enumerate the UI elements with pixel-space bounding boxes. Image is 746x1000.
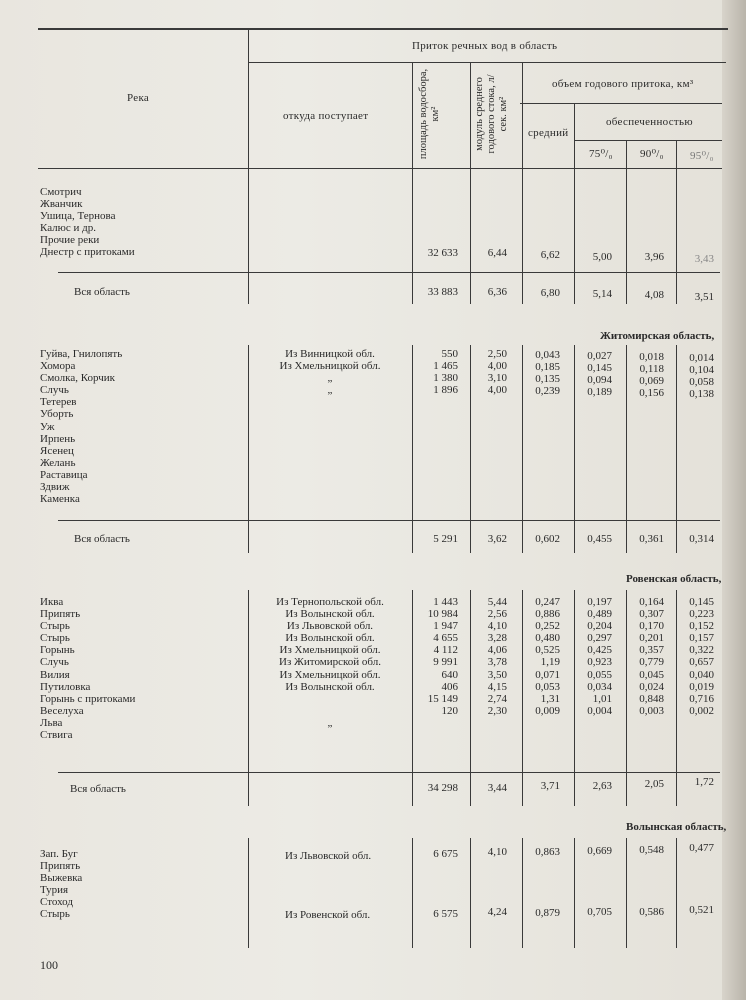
header-p75: 75⁰/₀ — [589, 148, 613, 160]
header-vline-3 — [470, 62, 471, 168]
modulus-cell: 3,28 — [487, 632, 507, 645]
s1-dnestr-p75: 5,00 — [592, 251, 612, 263]
modulus-cell: 5,44 — [487, 596, 507, 608]
header-area: площадь водосбора, км² — [418, 68, 441, 160]
s2-vline-5 — [574, 345, 575, 553]
s1-total-area: 33 883 — [427, 286, 458, 298]
river-name: Здвиж — [40, 481, 70, 494]
source-cell: „ — [327, 716, 333, 729]
modulus-cell: 2,30 — [487, 704, 507, 717]
river-name: Ясенец — [40, 444, 74, 457]
p90-cell: 0,118 — [639, 363, 664, 376]
header-inflow-title: Приток речных вод в область — [412, 40, 558, 52]
modulus-cell: 3,78 — [487, 656, 507, 669]
mean-cell: 0,525 — [535, 644, 560, 657]
page-number: 100 — [40, 958, 58, 972]
s3-modulus-col — [488, 596, 507, 717]
s2-total-p90: 0,361 — [639, 533, 664, 545]
s3-river-list — [40, 596, 135, 741]
s4-vline-5 — [574, 838, 575, 948]
s4-styr-modulus: 4,24 — [487, 906, 507, 918]
p75-cell: 0,923 — [587, 656, 612, 669]
river-name: Желань — [40, 456, 76, 469]
p95-cell: 0,002 — [689, 704, 714, 717]
p75-cell: 0,197 — [587, 596, 612, 608]
area-cell: 4 655 — [433, 632, 458, 645]
area-cell: 4 112 — [433, 644, 458, 657]
source-cell: „ — [327, 384, 333, 397]
modulus-cell: 2,56 — [487, 608, 507, 621]
s4-bug-modulus: 4,10 — [487, 846, 507, 858]
table-top-rule — [38, 28, 728, 30]
mean-cell: 0,185 — [535, 361, 560, 374]
river-name: Турия — [40, 884, 69, 897]
s1-dnestr-p90: 3,96 — [644, 251, 664, 263]
area-cell: 550 — [441, 348, 458, 360]
s1-vline-6 — [626, 168, 627, 304]
area-cell: 120 — [441, 704, 458, 717]
p75-cell: 0,034 — [587, 680, 612, 693]
s2-vline-7 — [676, 345, 677, 553]
header-modulus: модуль среднего годового стока, л/сек. км² — [474, 74, 509, 154]
s1-total-p95: 3,51 — [694, 291, 714, 303]
source-cell: Из Волынской обл. — [285, 608, 375, 621]
s2-p75-col — [587, 350, 612, 398]
s4-vline-3 — [470, 838, 471, 948]
river-name: Тетерев — [40, 396, 77, 409]
p95-cell: 0,152 — [689, 620, 714, 633]
p90-cell: 0,024 — [639, 680, 664, 693]
s3-area-col — [428, 596, 458, 717]
s3-vline-2 — [412, 590, 413, 806]
s2-vline-4 — [522, 345, 523, 553]
s3-total-label: Вся область — [70, 783, 126, 795]
p95-cell: 0,040 — [689, 668, 714, 681]
s1-total-p90: 4,08 — [644, 289, 664, 301]
s1-vline-1 — [248, 168, 249, 304]
source-cell: Из Тернопольской обл. — [276, 596, 384, 608]
river-name: Припять — [40, 860, 81, 873]
source-cell: Из Хмельницкой обл. — [279, 644, 381, 657]
mean-cell: 0,053 — [535, 680, 560, 693]
mean-cell: 0,886 — [535, 608, 560, 621]
s1-dnestr-p95: 3,43 — [694, 253, 714, 265]
s2-river-list — [40, 348, 122, 505]
s3-total-p75: 2,63 — [592, 780, 612, 792]
s1-dnestr-area: 32 633 — [427, 247, 458, 259]
p95-cell: 0,157 — [689, 632, 714, 645]
modulus-cell: 4,06 — [487, 644, 507, 657]
river-name: Смолка, Корчик — [40, 372, 115, 385]
river-name: Ирпень — [40, 432, 76, 445]
source-cell: Из Волынской обл. — [285, 680, 375, 693]
s3-vline-6 — [626, 590, 627, 806]
p95-cell: 0,145 — [689, 596, 714, 608]
s1-vline-3 — [470, 168, 471, 304]
river-name: Иква — [40, 596, 64, 608]
river-name: Горынь — [40, 644, 75, 657]
p90-cell: 0,164 — [639, 596, 664, 608]
p75-cell: 0,425 — [587, 644, 612, 657]
s1-total-label: Вся область — [74, 286, 130, 298]
s3-p95-col — [689, 596, 714, 717]
river-name: Случь — [40, 656, 69, 669]
s3-total-rule — [58, 772, 720, 773]
p90-cell: 0,018 — [639, 351, 664, 363]
river-name: Ствига — [40, 729, 73, 742]
p75-cell: 1,01 — [592, 692, 612, 705]
p95-cell: 0,322 — [689, 644, 714, 657]
river-name: Ушица, Тернова — [40, 210, 116, 223]
river-name: Льва — [40, 716, 63, 729]
book-spine — [722, 0, 746, 1000]
modulus-cell: 2,74 — [487, 692, 507, 705]
s3-total-p95: 1,72 — [694, 776, 714, 788]
s1-total-mean: 6,80 — [540, 287, 560, 299]
p75-cell: 0,094 — [587, 374, 612, 387]
s3-title: Ровенская область, — [626, 573, 722, 585]
p90-cell: 0,779 — [639, 656, 664, 669]
p75-cell: 0,489 — [587, 608, 612, 621]
s4-river-list — [40, 848, 82, 921]
mean-cell: 0,043 — [535, 349, 560, 361]
p95-cell: 0,014 — [689, 352, 714, 364]
s4-bug-source: Из Львовской обл. — [285, 850, 372, 862]
source-cell: „ — [327, 372, 333, 385]
header-probability: обеспеченностью — [606, 116, 693, 128]
s1-vline-2 — [412, 168, 413, 304]
source-cell: Из Львовской обл. — [286, 620, 374, 633]
p90-cell: 0,170 — [639, 620, 664, 633]
river-name: Уж — [40, 420, 55, 433]
p75-cell: 0,004 — [587, 704, 612, 717]
s4-bug-p75: 0,669 — [587, 845, 612, 857]
s1-dnestr-modulus: 6,44 — [487, 247, 507, 259]
s3-total-modulus: 3,44 — [487, 782, 507, 794]
s2-vline-2 — [412, 345, 413, 553]
s3-total-p90: 2,05 — [644, 778, 664, 790]
river-name: Стоход — [40, 896, 73, 909]
mean-cell: 0,480 — [535, 632, 560, 645]
s4-styr-p75: 0,705 — [587, 906, 612, 918]
river-name: Гуйва, Гнилопять — [40, 348, 123, 360]
river-name: Стырь — [40, 908, 70, 921]
header-bottom-rule — [38, 168, 722, 169]
s3-total-area: 34 298 — [427, 782, 458, 794]
river-name: Вилия — [40, 668, 70, 681]
s3-vline-1 — [248, 590, 249, 806]
s4-vline-4 — [522, 838, 523, 948]
s1-total-p75: 5,14 — [592, 288, 612, 300]
s1-vline-4 — [522, 168, 523, 304]
area-cell: 1 380 — [433, 372, 458, 385]
source-cell — [250, 705, 410, 717]
river-name: Каменка — [40, 493, 80, 506]
s2-title: Житомирская область, — [600, 330, 715, 342]
mean-cell: 0,009 — [535, 704, 560, 717]
header-rule-2 — [520, 103, 722, 104]
p95-cell: 0,657 — [689, 656, 714, 669]
header-vline-7 — [676, 140, 677, 168]
s2-total-label: Вся область — [74, 533, 130, 545]
s2-total-rule — [58, 520, 720, 521]
s2-total-p75: 0,455 — [587, 533, 612, 545]
s4-title: Волынская область, — [626, 821, 727, 833]
s3-mean-col — [535, 596, 560, 717]
s2-total-mean: 0,602 — [535, 533, 560, 545]
river-name: Зап. Буг — [40, 848, 78, 860]
s4-styr-mean: 0,879 — [535, 907, 560, 919]
river-name: Калюс и др. — [40, 222, 96, 235]
s3-vline-3 — [470, 590, 471, 806]
river-name: Смотрич — [40, 186, 82, 198]
source-cell — [250, 693, 410, 705]
header-vline-5 — [574, 103, 575, 168]
river-name: Припять — [40, 608, 81, 621]
river-name: Стырь — [40, 620, 70, 633]
mean-cell: 1,19 — [540, 656, 560, 669]
source-cell: Из Хмельницкой обл. — [279, 360, 381, 373]
modulus-cell: 3,50 — [487, 668, 507, 681]
modulus-cell: 3,10 — [487, 372, 507, 385]
area-cell: 1 947 — [433, 620, 458, 633]
modulus-cell: 4,00 — [487, 360, 507, 373]
p75-cell: 0,145 — [587, 362, 612, 375]
p95-cell: 0,058 — [689, 376, 714, 389]
header-vline-1 — [248, 28, 249, 168]
s4-bug-p95: 0,477 — [689, 842, 714, 854]
s2-p95-col — [689, 352, 714, 400]
river-name: Днестр с притоками — [40, 246, 135, 259]
s2-vline-3 — [470, 345, 471, 553]
area-cell: 1 465 — [433, 360, 458, 373]
p75-cell: 0,297 — [587, 632, 612, 645]
s4-vline-2 — [412, 838, 413, 948]
header-vline-6 — [626, 140, 627, 168]
river-name: Случь — [40, 384, 69, 397]
p90-cell: 0,201 — [639, 632, 664, 645]
s4-bug-area: 6 675 — [433, 848, 458, 860]
river-name: Жванчик — [40, 198, 83, 211]
source-cell: Из Волынской обл. — [285, 632, 375, 645]
header-p90: 90⁰/₀ — [640, 148, 664, 160]
s1-river-list — [40, 186, 135, 259]
area-cell: 15 149 — [427, 692, 458, 705]
s2-total-area: 5 291 — [433, 533, 458, 545]
s3-p90-col — [639, 596, 664, 717]
s2-mean-col — [535, 349, 560, 397]
s4-vline-7 — [676, 838, 677, 948]
area-cell: 1 896 — [433, 384, 458, 397]
mean-cell: 0,135 — [535, 373, 560, 386]
p95-cell: 0,104 — [689, 364, 714, 377]
header-p95: 95⁰/₀ — [690, 150, 714, 162]
s1-vline-5 — [574, 168, 575, 304]
modulus-cell: 2,50 — [487, 348, 507, 360]
area-cell: 406 — [441, 680, 458, 693]
p90-cell: 0,307 — [639, 608, 664, 621]
header-source: откуда поступает — [283, 110, 369, 122]
mean-cell: 1,31 — [540, 692, 560, 705]
p75-cell: 0,204 — [587, 620, 612, 633]
s4-vline-1 — [248, 838, 249, 948]
s1-dnestr-mean: 6,62 — [540, 249, 560, 261]
header-vline-4 — [522, 62, 523, 168]
s2-p90-col — [639, 351, 664, 399]
p90-cell: 0,069 — [639, 375, 664, 388]
header-vline-2 — [412, 62, 413, 168]
s2-modulus-col — [488, 348, 507, 396]
p75-cell: 0,189 — [587, 386, 612, 399]
p90-cell: 0,357 — [639, 644, 664, 657]
river-name: Горынь с притоками — [40, 692, 136, 705]
source-cell: Из Хмельницкой обл. — [279, 668, 381, 681]
s3-vline-7 — [676, 590, 677, 806]
s2-vline-1 — [248, 345, 249, 553]
s3-total-mean: 3,71 — [540, 780, 560, 792]
mean-cell: 0,239 — [535, 385, 560, 398]
header-mean: средний — [528, 127, 569, 139]
p90-cell: 0,848 — [639, 692, 664, 705]
p95-cell: 0,716 — [689, 692, 714, 705]
mean-cell: 0,247 — [535, 596, 560, 608]
river-name: Стырь — [40, 632, 70, 645]
mean-cell: 0,252 — [535, 620, 560, 633]
s4-bug-p90: 0,548 — [639, 844, 664, 856]
river-name: Веселуха — [40, 704, 84, 717]
p95-cell: 0,138 — [689, 388, 714, 401]
s4-vline-6 — [626, 838, 627, 948]
modulus-cell: 4,10 — [487, 620, 507, 633]
mean-cell: 0,071 — [535, 668, 560, 681]
s1-vline-7 — [676, 168, 677, 304]
header-rule-1 — [248, 62, 726, 63]
s3-vline-4 — [522, 590, 523, 806]
river-name: Уборть — [40, 408, 74, 421]
s3-p75-col — [587, 596, 612, 717]
s4-bug-mean: 0,863 — [535, 846, 560, 858]
p90-cell: 0,003 — [639, 704, 664, 717]
header-volume: объем годового притока, км³ — [552, 78, 694, 90]
s2-area-col — [433, 348, 458, 396]
header-river: Река — [127, 92, 150, 104]
s4-styr-area: 6 575 — [433, 908, 458, 920]
p95-cell: 0,223 — [689, 608, 714, 621]
river-name: Путиловка — [40, 680, 91, 693]
source-cell: Из Житомирской обл. — [279, 656, 381, 669]
s4-styr-p90: 0,586 — [639, 906, 664, 918]
p90-cell: 0,156 — [639, 387, 664, 400]
river-name: Раставица — [40, 468, 88, 481]
river-name: Выжевка — [40, 872, 83, 885]
s4-styr-p95: 0,521 — [689, 904, 714, 916]
s2-vline-6 — [626, 345, 627, 553]
area-cell: 1 443 — [433, 596, 458, 608]
river-name: Прочие реки — [40, 234, 100, 247]
s2-total-modulus: 3,62 — [487, 533, 507, 545]
s3-vline-5 — [574, 590, 575, 806]
s1-total-rule — [58, 272, 720, 273]
modulus-cell: 4,00 — [487, 384, 507, 397]
p95-cell: 0,019 — [689, 680, 714, 693]
modulus-cell: 4,15 — [487, 680, 507, 693]
s2-total-p95: 0,314 — [689, 533, 714, 545]
area-cell: 9 991 — [433, 656, 458, 669]
p75-cell: 0,055 — [587, 668, 612, 681]
p90-cell: 0,045 — [639, 668, 664, 681]
s2-sources — [250, 348, 410, 396]
source-cell: Из Винницкой обл. — [285, 348, 375, 360]
s4-styr-source: Из Ровенской обл. — [285, 909, 371, 921]
header-rule-3 — [574, 140, 722, 141]
p75-cell: 0,027 — [587, 350, 612, 362]
s3-sources — [250, 596, 410, 729]
s1-total-modulus: 6,36 — [487, 286, 507, 298]
area-cell: 640 — [441, 668, 458, 681]
area-cell: 10 984 — [427, 608, 458, 621]
river-name: Хомора — [40, 360, 76, 373]
